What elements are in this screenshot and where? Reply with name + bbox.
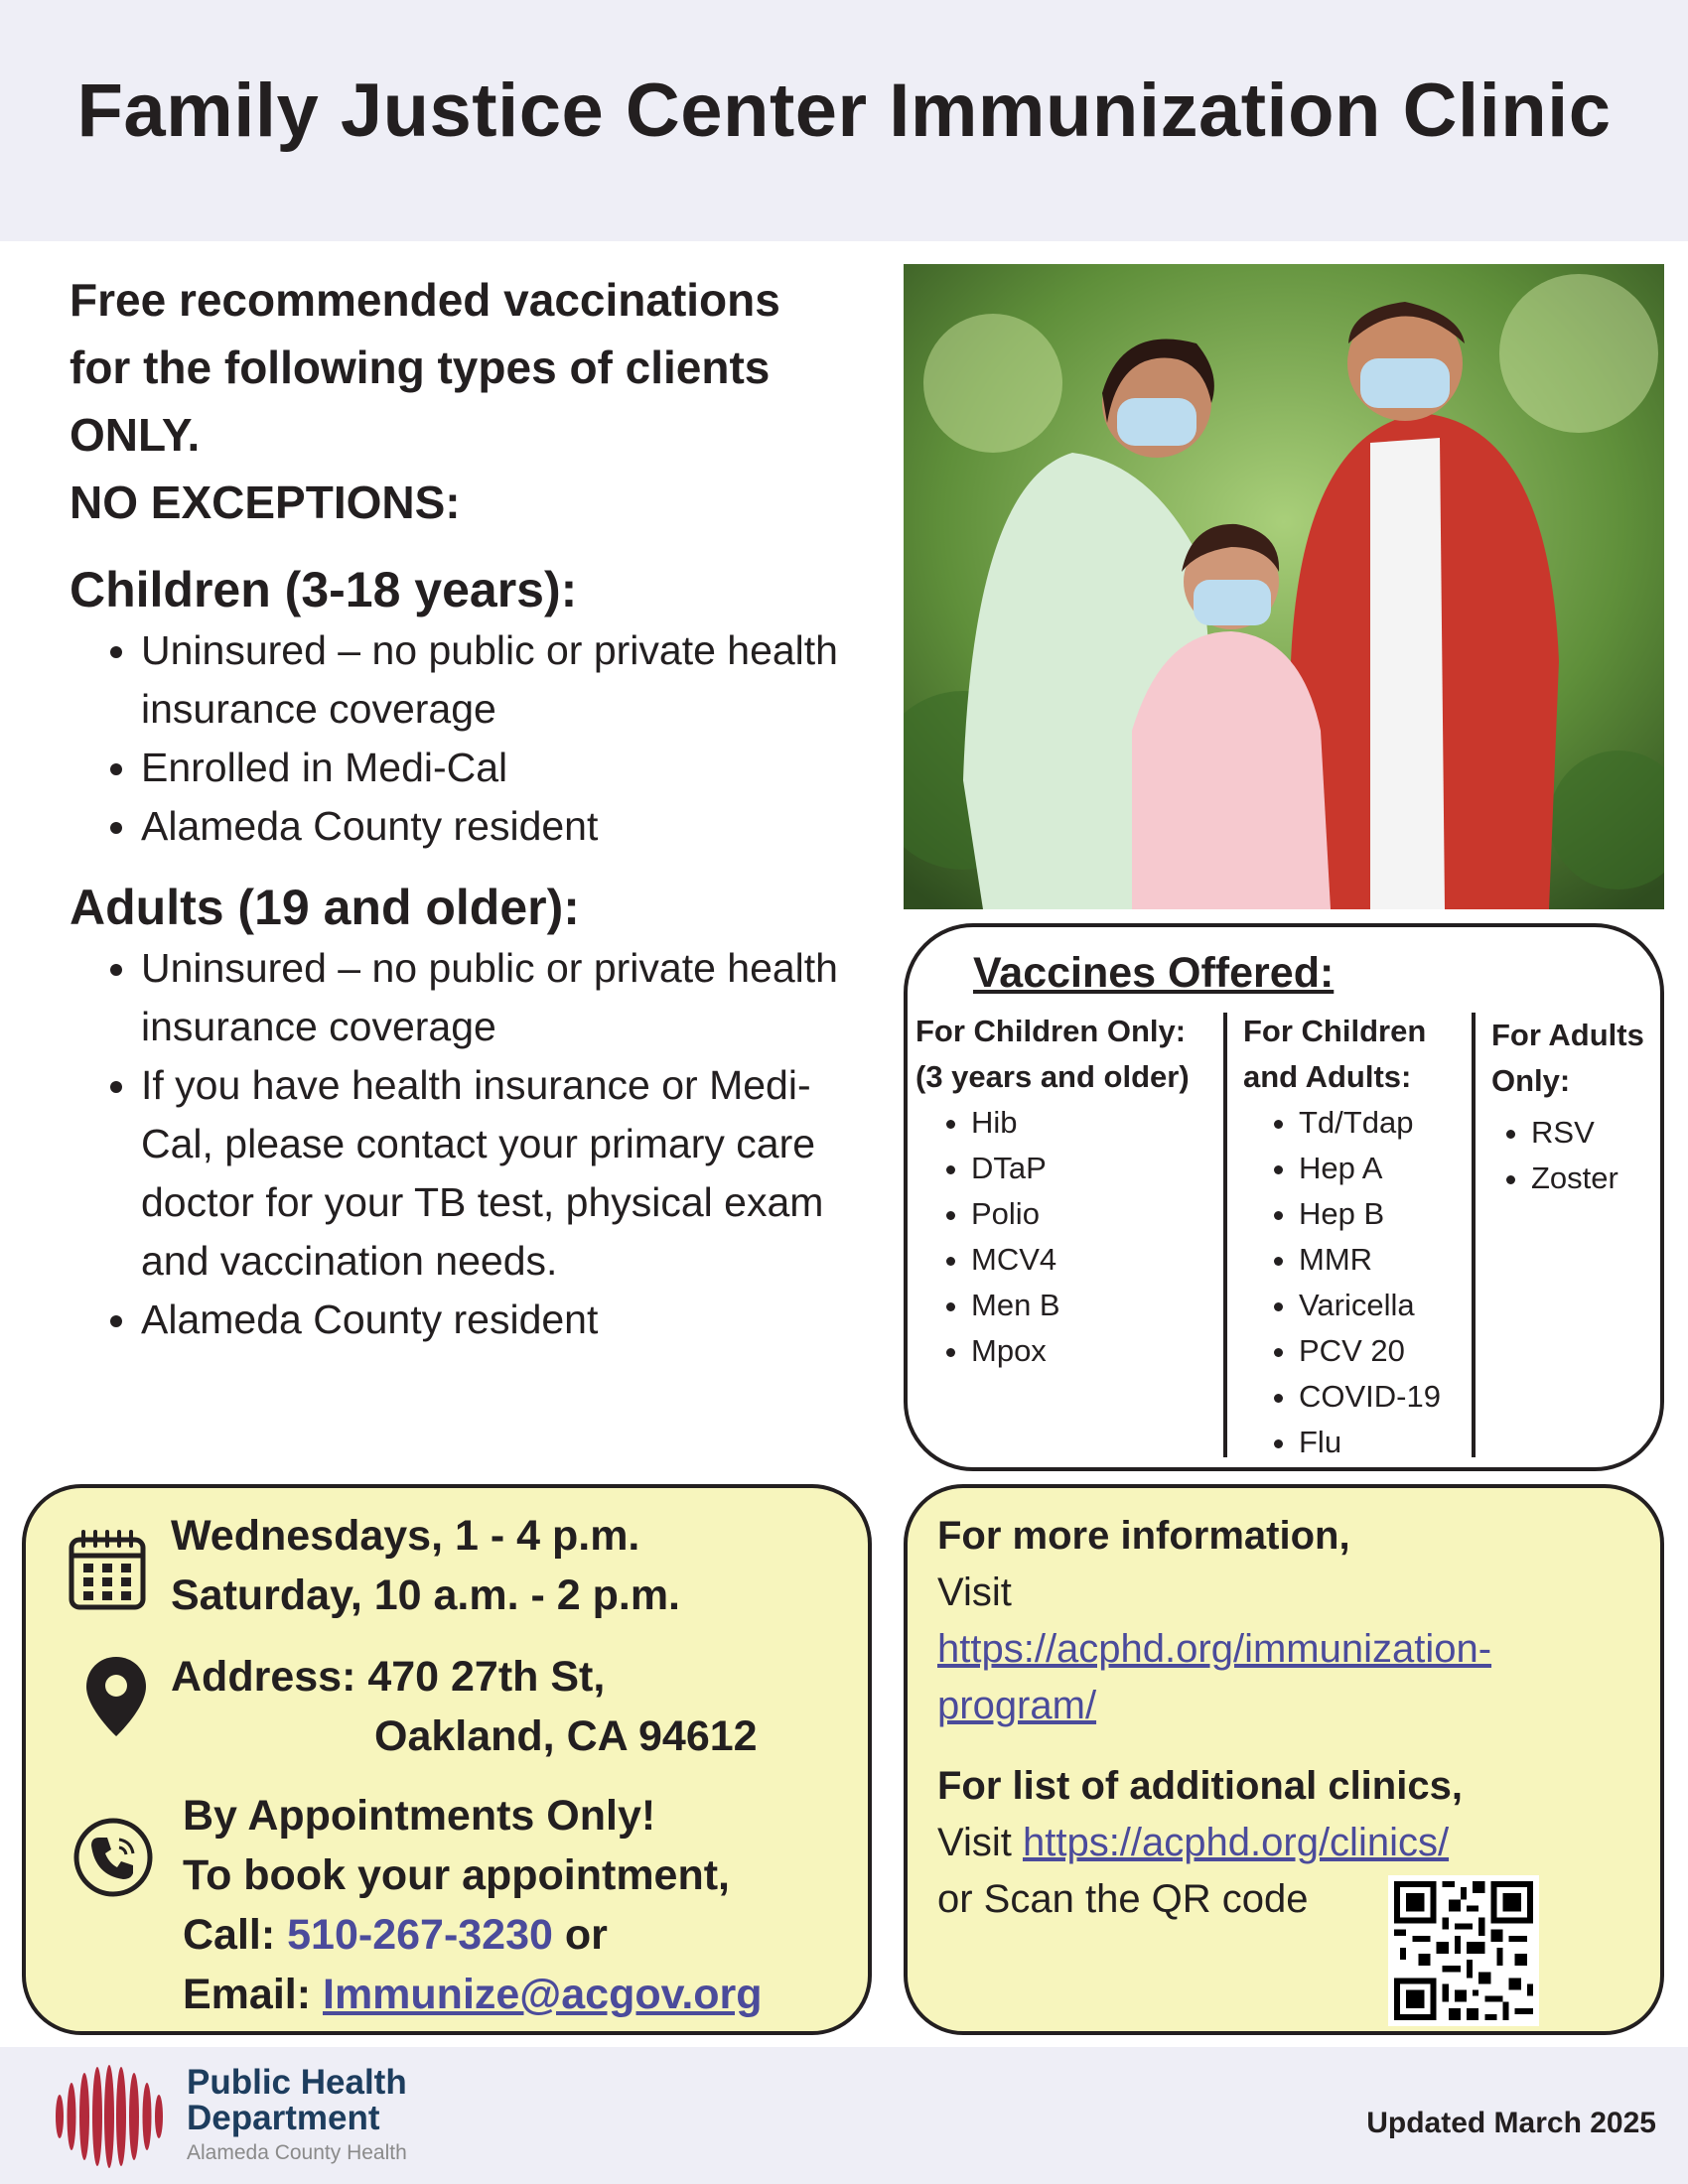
immunization-program-link[interactable] [937, 1621, 1491, 1734]
link-line-1[interactable]: https://acphd.org/immunization- [937, 1627, 1492, 1671]
list-item: • Hep A [1299, 1146, 1462, 1191]
vaccine-list [1243, 1100, 1462, 1465]
column-divider [1472, 1013, 1476, 1457]
link-line-2[interactable]: program/ [937, 1684, 1097, 1727]
list-item: • Enrolled in Medi-Cal [141, 739, 864, 797]
list-item: • PCV 20 [1299, 1328, 1462, 1374]
logo-line-1: Public Health [187, 2063, 407, 2102]
calendar-icon [68, 1528, 147, 1611]
phone-link[interactable]: 510-267-3230 [287, 1911, 553, 1959]
list-item: • Mpox [971, 1328, 1223, 1374]
list-item: • Polio [971, 1191, 1223, 1237]
hours-wednesday: Wednesdays, 1 - 4 p.m. [171, 1512, 640, 1560]
intro-line-3: ONLY. [70, 409, 201, 461]
clinic-hours [171, 1506, 680, 1625]
clinics-link[interactable]: https://acphd.org/clinics/ [1022, 1821, 1450, 1864]
adults-heading: Adults (19 and older): [70, 880, 580, 935]
list-item: • MCV4 [971, 1237, 1223, 1283]
email-link[interactable]: Immunize@acgov.org [323, 1971, 763, 2018]
appointment-info [183, 1786, 763, 2024]
list-item: • Varicella [1299, 1283, 1462, 1328]
column-heading-line-1: For Adults [1491, 1018, 1644, 1052]
column-heading [915, 1009, 1223, 1100]
list-item: • Alameda County resident [141, 1291, 864, 1349]
call-label: Call: [183, 1911, 288, 1959]
more-info-box [904, 1484, 1664, 2035]
list-item: • Men B [971, 1283, 1223, 1328]
vaccines-title: Vaccines Offered: [973, 949, 1335, 997]
address-line-2: Oakland, CA 94612 [374, 1712, 758, 1760]
scan-qr-text: or Scan the QR code [937, 1877, 1309, 1921]
column-heading-line-2: Only: [1491, 1063, 1571, 1098]
visit-label: Visit [937, 1821, 1023, 1864]
list-item: • Td/Tdap [1299, 1100, 1462, 1146]
visit-label: Visit [937, 1570, 1012, 1614]
vaccine-list [915, 1100, 1223, 1374]
vaccines-offered-box [904, 923, 1664, 1471]
list-item: • DTaP [971, 1146, 1223, 1191]
column-divider [1223, 1013, 1227, 1457]
intro-line-2: for the following types of clients [70, 341, 771, 393]
more-info-heading: For more information, [937, 1514, 1350, 1558]
list-item: • Uninsured – no public or private health insurance coverage [141, 621, 864, 739]
header-band [0, 0, 1688, 241]
email-label: Email: [183, 1971, 323, 2018]
public-health-logo-icon [52, 2065, 167, 2168]
list-item: • Hib [971, 1100, 1223, 1146]
column-heading [1491, 1013, 1660, 1104]
clinics-visit-line [937, 1815, 1449, 1871]
updated-date: Updated March 2025 [1366, 2107, 1656, 2139]
list-item: • Hep B [1299, 1191, 1462, 1237]
footer-band [0, 2047, 1688, 2184]
vaccine-list [1491, 1110, 1660, 1201]
family-photo [904, 264, 1664, 909]
phone-icon [71, 1816, 155, 1899]
list-item: • Alameda County resident [141, 797, 864, 856]
list-item: • MMR [1299, 1237, 1462, 1283]
vaccines-children-only-column [915, 1009, 1223, 1374]
list-item: • Zoster [1531, 1156, 1660, 1201]
page-title: Family Justice Center Immunization Clinic [76, 68, 1612, 153]
column-heading-line-2: and Adults: [1243, 1059, 1412, 1094]
appointment-line-1: By Appointments Only! [183, 1792, 656, 1840]
additional-clinics-heading: For list of additional clinics, [937, 1764, 1463, 1808]
or-text: or [552, 1911, 608, 1959]
family-illustration [904, 264, 1664, 909]
list-item: • RSV [1531, 1110, 1660, 1156]
schedule-box [22, 1484, 872, 2035]
location-pin-icon [83, 1655, 149, 1738]
list-item: • Uninsured – no public or private health insurance coverage [141, 939, 864, 1056]
clinic-address [171, 1647, 758, 1766]
list-item: • COVID-19 [1299, 1374, 1462, 1420]
column-heading [1243, 1009, 1462, 1100]
department-logo-text [187, 2065, 407, 2170]
logo-line-2: Department [187, 2099, 380, 2137]
hours-saturday: Saturday, 10 a.m. - 2 p.m. [171, 1571, 680, 1619]
children-heading: Children (3-18 years): [70, 562, 578, 617]
list-item: • Flu [1299, 1420, 1462, 1465]
intro-text [70, 266, 864, 536]
eligibility-section [70, 266, 864, 1349]
vaccines-adults-only-column [1491, 1013, 1660, 1201]
intro-line-4: NO EXCEPTIONS: [70, 477, 461, 528]
intro-line-1: Free recommended vaccinations [70, 274, 780, 326]
list-item: • If you have health insurance or Medi-Cal, please contact your primary care doctor for your TB test, physical exam and vaccination needs. [141, 1056, 864, 1291]
qr-code-icon[interactable] [1384, 1875, 1543, 2026]
children-criteria-list [70, 621, 864, 856]
column-heading-line-1: For Children Only: [915, 1014, 1187, 1048]
appointment-line-2: To book your appointment, [183, 1851, 731, 1899]
logo-line-3: Alameda County Health [187, 2141, 407, 2164]
column-heading-line-1: For Children [1243, 1014, 1427, 1048]
column-heading-line-2: (3 years and older) [915, 1059, 1190, 1094]
vaccines-children-and-adults-column [1243, 1009, 1462, 1465]
adults-criteria-list [70, 939, 864, 1349]
address-line-1: Address: 470 27th St, [171, 1653, 606, 1701]
